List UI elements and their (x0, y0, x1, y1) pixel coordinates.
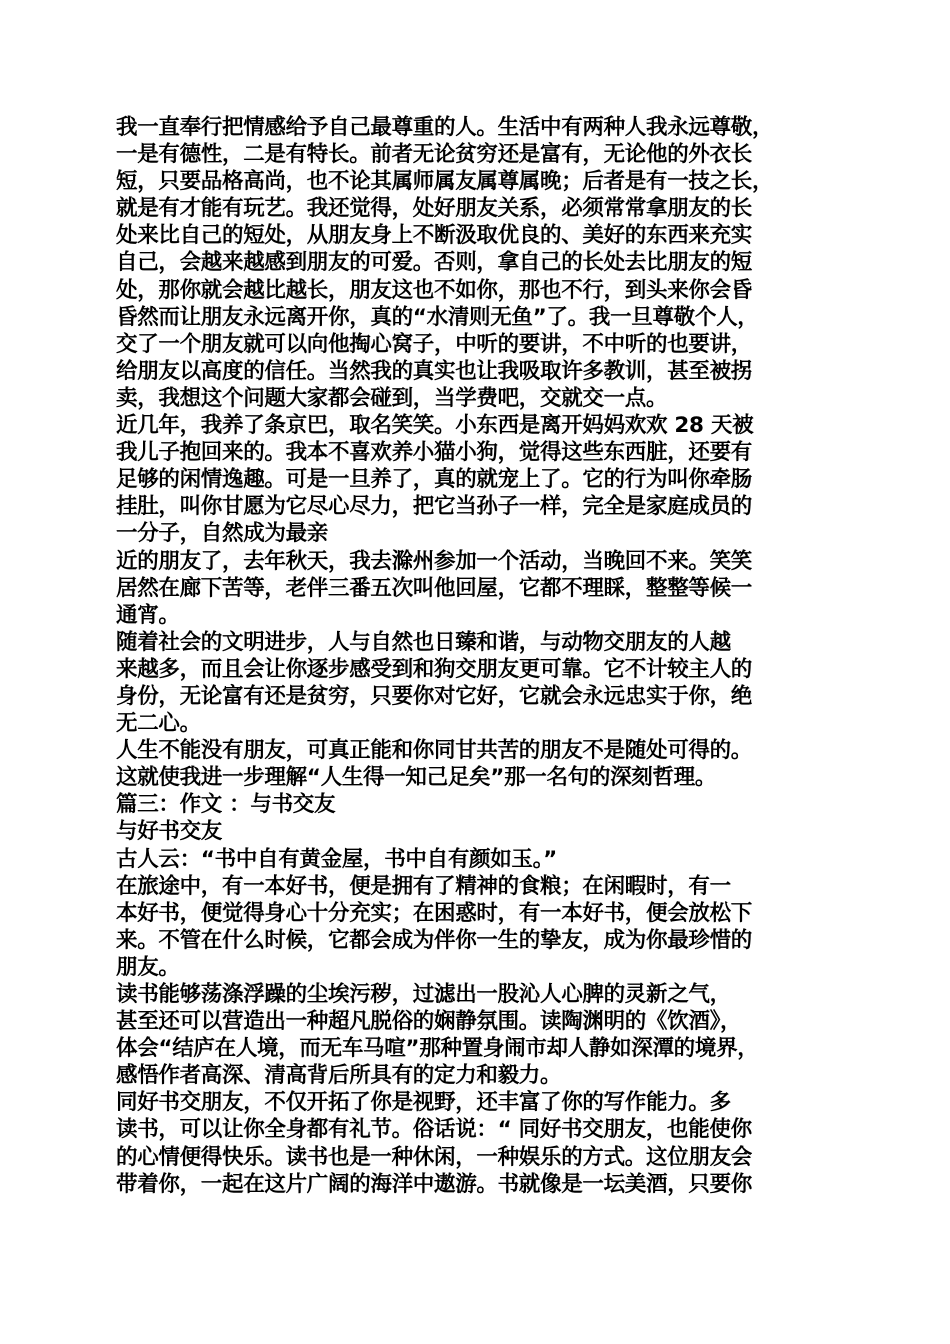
text-line: 带着你，一起在这片广阔的海洋中遨游。书就像是一坛美酒，只要你 (116, 1171, 753, 1197)
text-line: 交了一个朋友就可以向他掏心窝子，中听的要讲，不中听的也要讲， (116, 331, 753, 357)
text-line: 在旅途中，有一本好书，便是拥有了精神的食粮；在闲暇时，有一 (116, 873, 731, 899)
text-line: 通宵。 (116, 602, 180, 628)
text-line: 人生不能没有朋友，可真正能和你同甘共苦的朋友不是随处可得的。 (116, 738, 753, 764)
text-line: 近的朋友了，去年秋天，我去滁州参加一个活动，当晚回不来。笑笑 (116, 548, 753, 574)
text-line: 处来比自己的短处，从朋友身上不断汲取优良的、美好的东西来充实 (116, 223, 753, 249)
text-line: 短，只要品格高尚，也不论其属师属友属尊属晚；后者是有一技之长， (116, 169, 774, 195)
text-line: 来越多，而且会让你逐步感受到和狗交朋友更可靠。它不计较主人的 (116, 656, 753, 682)
text-line: 来。不管在什么时候，它都会成为伴你一生的挚友，成为你最珍惜的 (116, 927, 753, 953)
text-line: 读书能够荡涤浮躁的尘埃污秽，过滤出一股沁人心脾的灵新之气， (116, 982, 731, 1007)
text-line: 给朋友以高度的信任。当然我的真实也让我吸取许多教训，甚至被拐 (116, 358, 753, 384)
document-body (116, 114, 840, 1198)
text-line: 的心情便得快乐。读书也是一种休闲，一种娱乐的方式。这位朋友会 (116, 1144, 753, 1170)
text-line: 本好书，便觉得身心十分充实；在困惑时，有一本好书，便会放松下 (116, 900, 753, 926)
text-line: 挂肚，叫你甘愿为它尽心尽力，把它当孙子一样，完全是家庭成员的 (116, 494, 753, 520)
text-line: 体会“结庐在人境，而无车马喧”那种置身闹市却人静如深潭的境界， (116, 1036, 759, 1062)
text-line: 处，那你就会越比越长，朋友这也不如你，那也不行，到头来你会昏 (116, 277, 753, 303)
text-line: 感悟作者高深、清高背后所具有的定力和毅力。 (116, 1063, 562, 1089)
text-line: 一分子，自然成为最亲 (116, 521, 329, 547)
text-line: 随着社会的文明进步，人与自然也日臻和谐，与动物交朋友的人越 (116, 629, 731, 655)
text-line: 足够的闲情逸趣。可是一旦养了，真的就宠上了。它的行为叫你牵肠 (116, 467, 753, 493)
text-line: 就是有才能有玩艺。我还觉得，处好朋友关系，必须常常拿朋友的长 (116, 196, 753, 222)
text-line: 卖，我想这个问题大家都会碰到，当学费吧，交就交一点。 (116, 385, 668, 411)
text-line: 古人云：“书中自有黄金屋，书中自有颜如玉。” (116, 846, 557, 872)
text-line: 我一直奉行把情感给予自己最尊重的人。生活中有两种人我永远尊敬， (116, 115, 774, 140)
text-line: 篇三：作文 ：与书交友 (116, 792, 336, 818)
text-line: 朋友。 (116, 954, 180, 980)
text-line: 无二心。 (116, 711, 201, 737)
text-line: 我儿子抱回来的。我本不喜欢养小猫小狗，觉得这些东西脏，还要有 (116, 440, 753, 466)
text-line: 近几年，我养了条京巴，取名笑笑。小东西是离开妈妈欢欢 28 天被 (116, 413, 754, 439)
text-line: 一是有德性，二是有特长。前者无论贫穷还是富有，无论他的外衣长 (116, 142, 753, 168)
text-line: 自己，会越来越感到朋友的可爱。否则，拿自己的长处去比朋友的短 (116, 250, 753, 276)
text-line: 与好书交友 (116, 819, 223, 845)
text-line: 同好书交朋友，不仅开拓了你是视野，还丰富了你的写作能力。多 (116, 1090, 731, 1116)
text-line: 昏然而让朋友永远离开你，真的“水清则无鱼”了。我一旦尊敬个人， (116, 304, 759, 330)
text-line: 身份，无论富有还是贫穷，只要你对它好，它就会永远忠实于你，绝 (116, 683, 753, 709)
text-line: 这就使我进一步理解“人生得一知己足矣”那一名句的深刻哲理。 (116, 765, 717, 791)
text-line: 居然在廊下苦等，老伴三番五次叫他回屋，它都不理睬，整整等候一 (116, 575, 753, 601)
text-line: 甚至还可以营造出一种超凡脱俗的娴静氛围。读陶渊明的《饮酒》， (116, 1009, 742, 1035)
text-line: 读书，可以让你全身都有礼节。俗话说：“ 同好书交朋友，也能使你 (116, 1117, 752, 1143)
